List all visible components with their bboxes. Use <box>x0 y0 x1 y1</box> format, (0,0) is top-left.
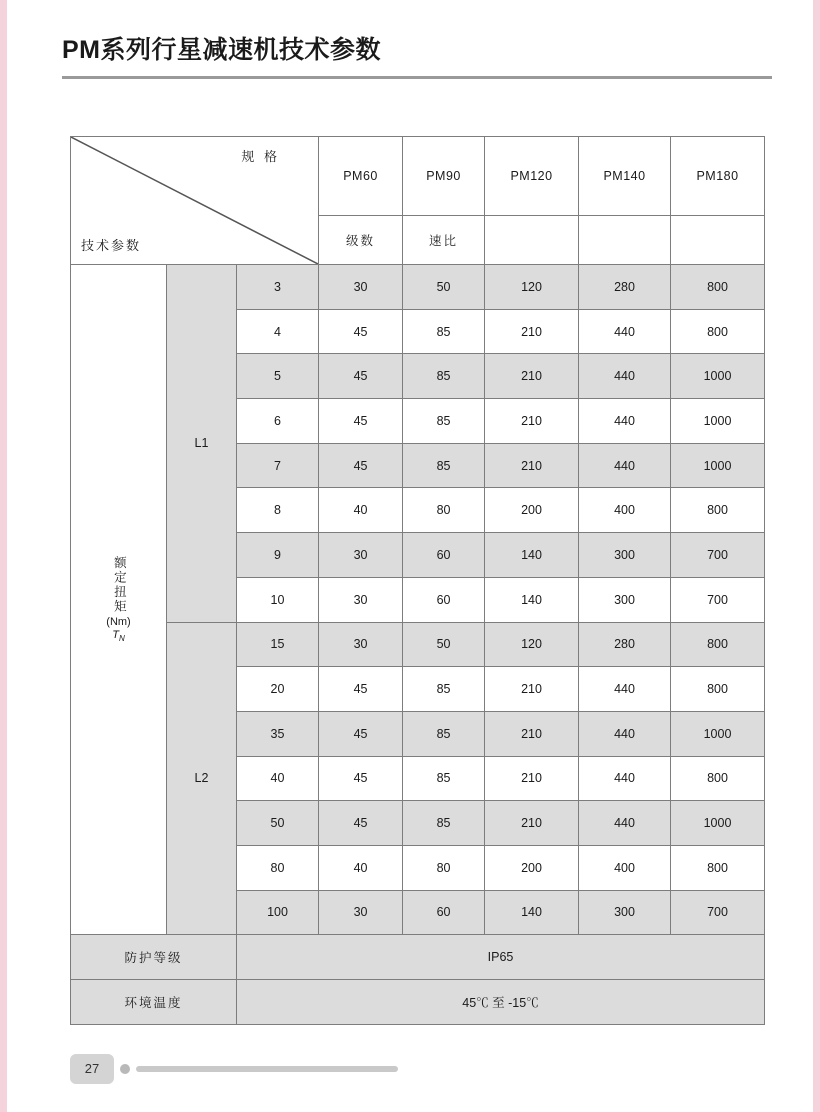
table-header-row <box>71 137 765 216</box>
footer-dot-decoration <box>120 1064 130 1074</box>
subheader-spacer <box>485 216 579 265</box>
torque-value-cell: 30 <box>319 265 403 310</box>
header-corner-cell <box>71 137 319 265</box>
page-header <box>62 28 772 76</box>
footer-row-value-1: IP65 <box>237 935 765 980</box>
torque-value-cell: 50 <box>403 622 485 667</box>
torque-value-cell: 80 <box>403 488 485 533</box>
ratio-cell: 5 <box>237 354 319 399</box>
footer-row-value-2: 45℃ 至 -15℃ <box>237 980 765 1025</box>
stage-cell-L1: L1 <box>167 265 237 623</box>
torque-value-cell: 800 <box>671 265 765 310</box>
torque-value-cell: 45 <box>319 756 403 801</box>
torque-value-cell: 440 <box>579 309 671 354</box>
torque-value-cell: 140 <box>485 577 579 622</box>
torque-value-cell: 280 <box>579 622 671 667</box>
torque-value-cell: 210 <box>485 756 579 801</box>
torque-value-cell: 45 <box>319 667 403 712</box>
torque-value-cell: 85 <box>403 354 485 399</box>
footer-row-label-1: 防护等级 <box>71 935 237 980</box>
torque-value-cell: 210 <box>485 399 579 444</box>
ratio-cell: 20 <box>237 667 319 712</box>
model-header-1: PM60 <box>319 137 403 216</box>
torque-value-cell: 210 <box>485 801 579 846</box>
page-footer <box>62 1052 772 1092</box>
ratio-cell: 10 <box>237 577 319 622</box>
torque-value-cell: 60 <box>403 533 485 578</box>
torque-value-cell: 1000 <box>671 354 765 399</box>
torque-value-cell: 85 <box>403 399 485 444</box>
torque-label-symbol: $T_N$ <box>112 628 125 643</box>
torque-value-cell: 120 <box>485 622 579 667</box>
table-row <box>71 265 765 310</box>
torque-value-cell: 700 <box>671 890 765 935</box>
torque-value-cell: 45 <box>319 711 403 756</box>
torque-value-cell: 800 <box>671 488 765 533</box>
torque-value-cell: 1000 <box>671 399 765 444</box>
torque-value-cell: 1000 <box>671 801 765 846</box>
ratio-cell: 15 <box>237 622 319 667</box>
ratio-cell: 50 <box>237 801 319 846</box>
ratio-cell: 7 <box>237 443 319 488</box>
subheader-ratio: 速比 <box>403 216 485 265</box>
torque-value-cell: 60 <box>403 890 485 935</box>
ratio-cell: 3 <box>237 265 319 310</box>
torque-value-cell: 800 <box>671 845 765 890</box>
spec-table-container <box>70 136 764 1025</box>
torque-value-cell: 45 <box>319 399 403 444</box>
ratio-cell: 80 <box>237 845 319 890</box>
stage-cell-L2: L2 <box>167 622 237 935</box>
page-number: 27 <box>70 1054 114 1084</box>
page-title: PM系列行星减速机技术参数 <box>62 36 382 64</box>
ratio-cell: 8 <box>237 488 319 533</box>
torque-value-cell: 200 <box>485 488 579 533</box>
torque-value-cell: 440 <box>579 354 671 399</box>
header-param-label: 技术参数 <box>81 238 142 253</box>
torque-value-cell: 280 <box>579 265 671 310</box>
torque-value-cell: 140 <box>485 890 579 935</box>
torque-value-cell: 1000 <box>671 443 765 488</box>
ratio-cell: 6 <box>237 399 319 444</box>
torque-value-cell: 300 <box>579 533 671 578</box>
torque-value-cell: 85 <box>403 443 485 488</box>
model-header-5: PM180 <box>671 137 765 216</box>
torque-value-cell: 700 <box>671 533 765 578</box>
torque-value-cell: 45 <box>319 354 403 399</box>
torque-value-cell: 400 <box>579 488 671 533</box>
footer-bar-decoration <box>136 1066 398 1072</box>
torque-value-cell: 440 <box>579 667 671 712</box>
table-footer-row <box>71 980 765 1025</box>
torque-value-cell: 80 <box>403 845 485 890</box>
torque-value-cell: 45 <box>319 801 403 846</box>
table-row <box>71 622 765 667</box>
torque-value-cell: 30 <box>319 890 403 935</box>
torque-value-cell: 1000 <box>671 711 765 756</box>
torque-value-cell: 210 <box>485 309 579 354</box>
torque-value-cell: 440 <box>579 756 671 801</box>
torque-value-cell: 85 <box>403 711 485 756</box>
torque-value-cell: 85 <box>403 801 485 846</box>
torque-label-cell <box>71 265 167 935</box>
torque-value-cell: 40 <box>319 845 403 890</box>
table-footer-row <box>71 935 765 980</box>
torque-value-cell: 440 <box>579 801 671 846</box>
torque-value-cell: 40 <box>319 488 403 533</box>
model-header-2: PM90 <box>403 137 485 216</box>
torque-value-cell: 45 <box>319 309 403 354</box>
header-divider <box>62 76 772 79</box>
torque-value-cell: 30 <box>319 622 403 667</box>
torque-value-cell: 200 <box>485 845 579 890</box>
torque-value-cell: 50 <box>403 265 485 310</box>
header-spec-label: 规 格 <box>241 149 281 164</box>
torque-value-cell: 30 <box>319 533 403 578</box>
ratio-cell: 4 <box>237 309 319 354</box>
torque-value-cell: 30 <box>319 577 403 622</box>
torque-value-cell: 60 <box>403 577 485 622</box>
torque-value-cell: 210 <box>485 667 579 712</box>
model-header-4: PM140 <box>579 137 671 216</box>
model-header-3: PM120 <box>485 137 579 216</box>
torque-value-cell: 800 <box>671 309 765 354</box>
torque-value-cell: 800 <box>671 667 765 712</box>
torque-value-cell: 85 <box>403 756 485 801</box>
torque-value-cell: 440 <box>579 443 671 488</box>
torque-value-cell: 300 <box>579 577 671 622</box>
torque-label-text: 额定扭矩 <box>112 555 127 614</box>
torque-label-unit: (Nm) <box>106 615 131 628</box>
torque-value-cell: 210 <box>485 354 579 399</box>
spec-table <box>70 136 765 1025</box>
torque-value-cell: 440 <box>579 711 671 756</box>
torque-value-cell: 700 <box>671 577 765 622</box>
torque-value-cell: 120 <box>485 265 579 310</box>
ratio-cell: 100 <box>237 890 319 935</box>
torque-value-cell: 440 <box>579 399 671 444</box>
subheader-spacer <box>671 216 765 265</box>
ratio-cell: 35 <box>237 711 319 756</box>
torque-value-cell: 400 <box>579 845 671 890</box>
ratio-cell: 40 <box>237 756 319 801</box>
torque-value-cell: 210 <box>485 711 579 756</box>
torque-value-cell: 800 <box>671 622 765 667</box>
ratio-cell: 9 <box>237 533 319 578</box>
torque-value-cell: 85 <box>403 667 485 712</box>
torque-value-cell: 85 <box>403 309 485 354</box>
torque-value-cell: 800 <box>671 756 765 801</box>
torque-value-cell: 140 <box>485 533 579 578</box>
subheader-spacer <box>579 216 671 265</box>
torque-value-cell: 300 <box>579 890 671 935</box>
torque-value-cell: 45 <box>319 443 403 488</box>
footer-row-label-2: 环境温度 <box>71 980 237 1025</box>
torque-value-cell: 210 <box>485 443 579 488</box>
subheader-stage: 级数 <box>319 216 403 265</box>
